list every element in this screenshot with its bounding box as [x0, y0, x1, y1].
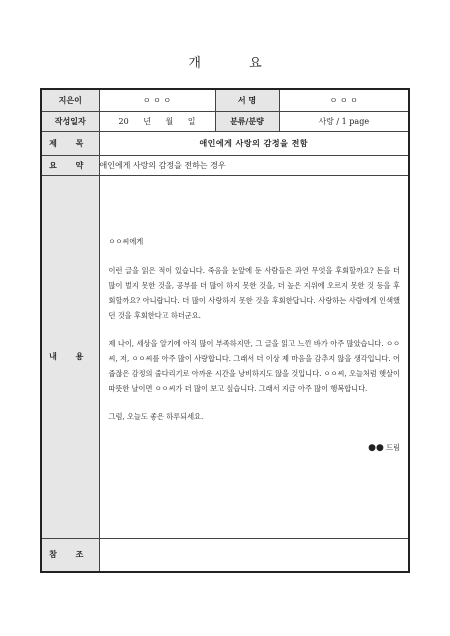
signature-mark: ●●	[368, 442, 384, 453]
subject-label	[41, 131, 99, 155]
letter-body	[109, 234, 401, 456]
subject-label-text: 제 목	[49, 137, 92, 148]
reference-value	[99, 538, 409, 572]
document-title: 개 요	[188, 56, 284, 71]
row-date	[41, 111, 409, 131]
summary-value: 애인에게 사랑의 감정을 전하는 경우	[99, 155, 409, 175]
letter-paragraph-2: 제 나이, 세상을 알기에 아직 많이 부족하지만, 그 글을 읽고 느낀 바가 아주 많았습니다. ㅇㅇ씨, 저, ㅇㅇ씨를 아주 많이 사랑합니다. 그래서 더 이상 제 마음을 감추지 않을 생각입니다. 어줍잖은 감정의 줄다리기로 아까운 시간을 낭비하지도 않을 것입니다. ㅇㅇ씨, 오늘처럼 햇살이 따뜻한 날이면 ㅇㅇ씨가 더 많이 보고 싶습니다. 그래서 지금 아주 많이 행복합니다.	[108, 338, 400, 393]
author-value: ㅇ ㅇ ㅇ	[99, 89, 215, 111]
content-cell	[99, 175, 409, 538]
summary-label-text: 요 약	[49, 159, 92, 170]
row-subject	[41, 131, 409, 155]
date-label: 작성일자	[41, 111, 99, 131]
row-author	[41, 89, 409, 111]
reference-label	[41, 538, 99, 572]
subject-value: 애인에게 사랑의 감정을 전함	[99, 131, 409, 155]
row-summary	[41, 155, 409, 175]
summary-label	[41, 155, 99, 175]
book-title-label: 서 명	[215, 89, 279, 111]
row-reference	[41, 538, 409, 572]
date-text: 20 년 월 일	[118, 116, 196, 126]
row-content	[41, 175, 409, 538]
category-label: 분류/분량	[215, 111, 279, 131]
letter-area	[100, 176, 409, 538]
reference-label-text: 참 조	[49, 549, 92, 560]
summary-form-table	[40, 88, 410, 573]
signature-text: 드림	[386, 442, 400, 452]
letter-greeting: ㅇㅇ씨에게	[108, 236, 144, 246]
category-value: 사랑 / 1 page	[279, 111, 409, 131]
content-label	[41, 175, 99, 538]
content-label-text: 내 용	[49, 351, 92, 361]
letter-paragraph-1: 이런 글을 읽은 적이 있습니다. 죽음을 눈앞에 둔 사람들은 과연 무엇을 후회할까요? 돈을 더 많이 벌지 못한 것을, 공부를 더 많이 하지 못한 것을, 더 높은 지위에 오르지 못한 것 등을 후회할까요? 아니랍니다. 더 많이 사랑하지 못한 것을 후회한답니다. 사랑하는 사람에게 인색했던 것을 후회한다고 하더군요.	[108, 265, 400, 320]
letter-closing: 그럼, 오늘도 좋은 하루되세요.	[108, 411, 204, 421]
author-label: 지은이	[41, 89, 99, 111]
date-value	[99, 111, 215, 131]
book-title-value: ㅇ ㅇ ㅇ	[279, 89, 409, 111]
letter-signature	[109, 440, 401, 456]
